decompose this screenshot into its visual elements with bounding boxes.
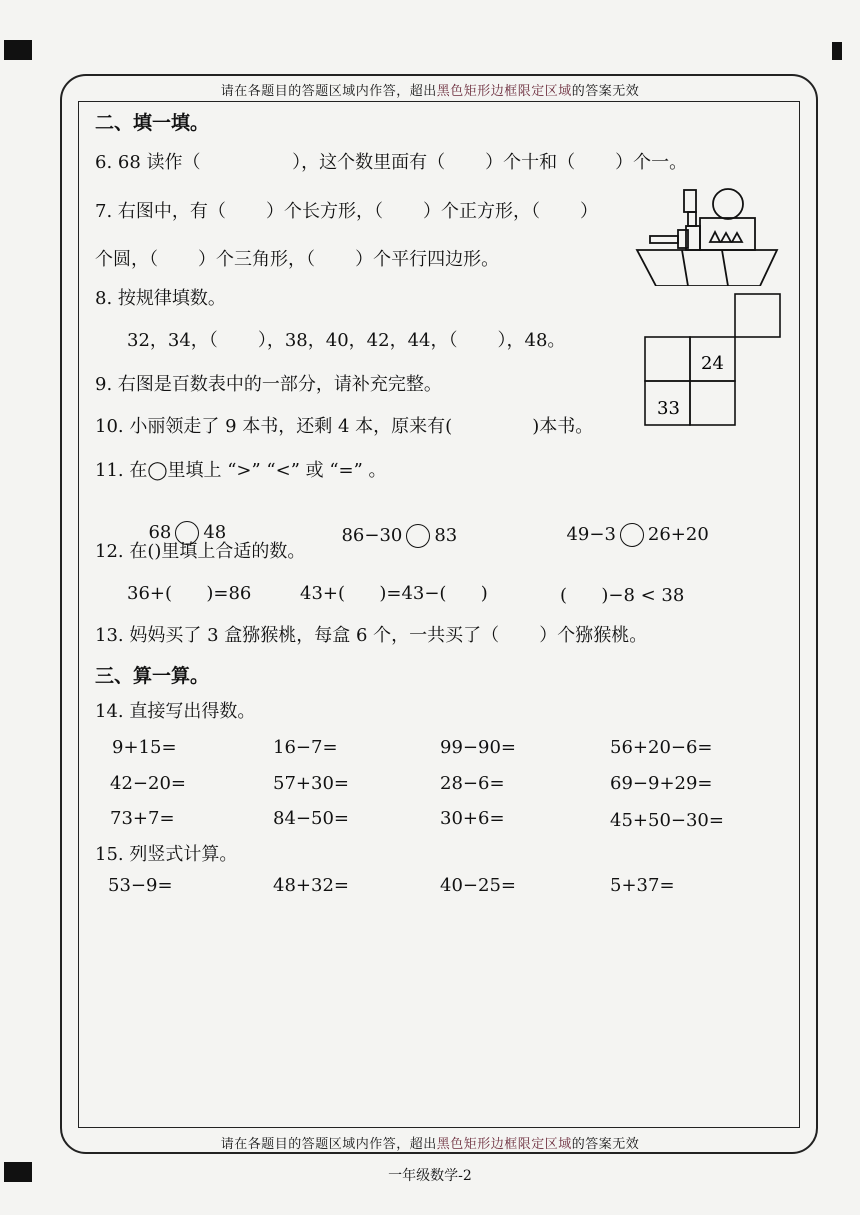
compare-item-1 xyxy=(137,503,226,545)
fill-item-2: 43+( )=43−( ) xyxy=(300,583,488,604)
calc-item: 45+50−30= xyxy=(610,810,724,831)
vertical-calc-item: 40−25= xyxy=(440,875,516,896)
calc-item: 42−20= xyxy=(110,773,186,794)
hundred-chart-fragment xyxy=(643,292,783,428)
calc-item: 28−6= xyxy=(440,773,505,794)
calc-item: 57+30= xyxy=(273,773,349,794)
question-14: 14. 直接写出得数。 xyxy=(95,701,256,722)
compare-right: 26+20 xyxy=(647,524,709,545)
calc-item: 84−50= xyxy=(273,808,349,829)
notice-top xyxy=(0,80,860,99)
question-10: 10. 小丽领走了 9 本书，还剩 4 本，原来有( )本书。 xyxy=(95,416,594,437)
answer-circle[interactable] xyxy=(406,524,430,548)
compare-left: 49−3 xyxy=(566,524,616,545)
question-13: 13. 妈妈买了 3 盒猕猴桃，每盒 6 个，一共买了（ ）个猕猴桃。 xyxy=(95,625,648,646)
calc-item: 30+6= xyxy=(440,808,505,829)
question-15: 15. 列竖式计算。 xyxy=(95,844,238,865)
grid-number-33: 33 xyxy=(657,398,680,419)
question-7-line-1: 7. 右图中，有（ ）个长方形，（ ）个正方形，（ ） xyxy=(95,201,599,222)
calc-item: 56+20−6= xyxy=(610,737,713,758)
question-9: 9. 右图是百数表中的一部分，请补充完整。 xyxy=(95,374,442,395)
fill-item-3: ( )−8 < 38 xyxy=(560,585,685,606)
calc-item: 73+7= xyxy=(110,808,175,829)
notice-text-a: 请在各题目的答题区域内作答，超出 xyxy=(220,84,437,99)
notice-text-b: 黑色矩形边框限定区域 xyxy=(436,84,572,99)
calc-item: 69−9+29= xyxy=(610,773,713,794)
question-8: 8. 按规律填数。 xyxy=(95,288,226,309)
page-footer: 一年级数学-2 xyxy=(388,1168,472,1184)
calc-item: 16−7= xyxy=(273,737,338,758)
question-11: 11. 在◯里填上 “>” “<” 或 “=” 。 xyxy=(95,460,387,481)
answer-circle[interactable] xyxy=(620,523,644,547)
question-12: 12. 在()里填上合适的数。 xyxy=(95,541,306,562)
notice-text-a: 请在各题目的答题区域内作答，超出 xyxy=(220,1137,437,1152)
notice-bottom xyxy=(0,1133,860,1152)
compare-left: 68 xyxy=(148,522,172,543)
section-2-heading: 二、填一填。 xyxy=(95,112,210,134)
registration-mark-top-left xyxy=(4,40,32,60)
compare-item-3 xyxy=(555,505,709,547)
vertical-calc-item: 5+37= xyxy=(610,875,675,896)
calc-item: 99−90= xyxy=(440,737,516,758)
question-6: 6. 68 读作（ ），这个数里面有（ ）个十和（ ）个一。 xyxy=(95,152,688,173)
question-8-sequence: 32，34，（ ），38，40，42，44，（ ），48。 xyxy=(127,330,566,351)
vertical-calc-item: 53−9= xyxy=(108,875,173,896)
question-7-line-2: 个圆，（ ）个三角形，（ ）个平行四边形。 xyxy=(95,249,500,270)
fill-item-1: 36+( )=86 xyxy=(127,583,252,604)
compare-left: 86−30 xyxy=(341,525,403,546)
grid-number-24: 24 xyxy=(701,353,724,374)
calc-item: 9+15= xyxy=(112,737,177,758)
compare-item-2 xyxy=(330,506,457,548)
section-3-heading: 三、算一算。 xyxy=(95,665,210,687)
compare-right: 48 xyxy=(203,522,227,543)
notice-text-c: 的答案无效 xyxy=(571,84,640,99)
registration-mark-top-right xyxy=(832,42,842,60)
vertical-calc-item: 48+32= xyxy=(273,875,349,896)
compare-right: 83 xyxy=(434,525,458,546)
boat-figure xyxy=(632,186,782,286)
notice-text-b: 黑色矩形边框限定区域 xyxy=(436,1137,572,1152)
notice-text-c: 的答案无效 xyxy=(571,1137,640,1152)
